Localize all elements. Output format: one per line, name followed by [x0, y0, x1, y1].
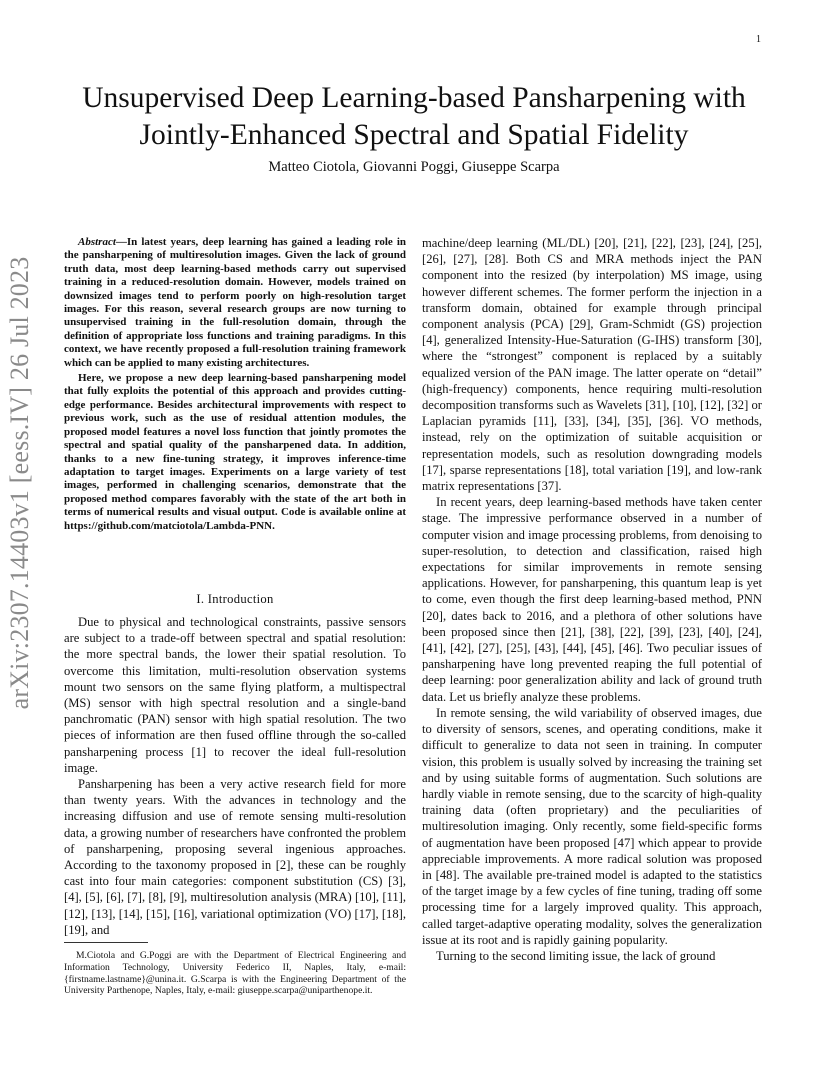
author-list: Matteo Ciotola, Giovanni Poggi, Giuseppe Scarpa [268, 159, 560, 175]
intro-paragraph: Pansharpening has been a very active research field for more than twenty years. With the advances in technology and the increasing diffusion and use of remote sensing multi-resolution data, a growing number of researchers have confronted the problem of pansharpening, proposing several ingenious approaches. According to the taxonomy proposed in [2], these can be roughly cast into four main categories: component substitution (CS) [3], [4], [5], [6], [7], [8], [9], multiresolution analysis (MRA) [10], [11], [12], [13], [14], [15], [16], variational optimization (VO) [17], [18], [19], and [64, 777, 406, 937]
intro-paragraph: Turning to the second limiting issue, the lack of ground [436, 948, 716, 963]
abstract-paragraph-2: Here, we propose a new deep learning-based pansharpening model that fully exploits the potential of this approach and provides cutting-edge performance. Besides architectural improvements with respect to previous work, such as the use of residual attention modules, the proposed model features a novel loss function that jointly promotes the spectral and spatial quality of the pansharpened data. In addition, thanks to a new fine-tuning strategy, it improves inference-time adaptation to target images. Experiments on a large variety of test images, performed in challenging scenarios, demonstrate that the proposed method compares favorably with the state of the art both in terms of numerical results and visual output. Code is available online at https://github.com/matciotola/Lambda-PNN. [64, 372, 406, 532]
intro-right-column [422, 235, 762, 964]
intro-paragraph: Due to physical and technological constraints, passive sensors are subject to a trade-off between spectral and spatial resolution: the more spectral bands, the lower their spatial resolution. To overcome this limitation, multi-resolution observation systems mount two sensors on the same flying platform, a multispectral (MS) sensor with high spectral resolution and a single-band panchromatic (PAN) sensor with high spatial resolution. The two pieces of information are then fused offline through the so-called pansharpening process [1] to recover the ideal full-resolution image. [64, 615, 406, 775]
footnote-text: M.Ciotola and G.Poggi are with the Department of Electrical Engineering and Information Technology, University Federico II, Naples, Italy, e-mail: {firstname.lastname}@unina.it. G.Scarpa is with the Engineering Department of the University Parthenope, Naples, Italy, e-mail: giuseppe.scarpa@uniparthenope.it. [64, 950, 406, 997]
intro-paragraph: machine/deep learning (ML/DL) [20], [21], [22], [23], [24], [25], [26], [27], [28]. Both CS and MRA methods inject the PAN component into the resized (by interpolation) MS image, using however different schemes. The former perform the injection in a transform domain, obtained for example through principal component analysis (PCA) [29], Gram-Schmidt (GS) projection [4], generalized Intensity-Hue-Saturation (G-IHS) transform [30], where the “strongest” component is replaced by a suitably equalized version of the PAN image. The latter operate on “detail” (high-frequency) components, hence requiring multi-resolution decomposition transforms such as Wavelets [31], [10], [12], [32] or Laplacian pyramids [11], [33], [34], [35], [36]. VO methods, instead, rely on the optimization of suitable acquisition or representation models, such as resolution downgrading models [17], sparse representations [18], total variation [19], and low-rank matrix representations [37]. [422, 236, 762, 494]
intro-left-column [64, 614, 406, 938]
abstract-text-1: —In latest years, deep learning has gained a leading role in the pansharpening of multiresolution images. Given the lack of ground truth data, most deep learning-based methods carry out supervised training in a reduced-resolution domain. However, models trained on downsized images tend to perform poorly on high-resolution target images. For this reason, several research groups are now turning to unsupervised training in the full-resolution domain, through the definition of appropriate loss functions and training paradigms. In this context, we have recently proposed a full-resolution training framework which can be applied to many existing architectures. [64, 236, 406, 369]
paper-title: Unsupervised Deep Learning-based Pansharpening with Jointly-Enhanced Spectral and Spatial Fidelity [82, 82, 746, 151]
abstract [64, 236, 406, 533]
page-number: 1 [756, 34, 761, 45]
author-footnote [64, 950, 406, 997]
section-heading-introduction: I. Introduction [196, 592, 274, 606]
arxiv-stamp-text: arXiv:2307.14403v1 [eess.IV] 26 Jul 2023 [5, 256, 34, 710]
arxiv-stamp [2, 256, 38, 710]
abstract-paragraph-1 [64, 236, 406, 370]
intro-paragraph: In remote sensing, the wild variability of observed images, due to diversity of sensors, scenes, and operating conditions, make it difficult to generalize to data not seen in training. In computer vision, this problem is usually solved by increasing the training set and by using suitable forms of augmentation. Such solutions are hardly viable in remote sensing, due to the scarcity of high-quality training data (often proprietary) and the peculiarities of multiresolution imaging. Only recently, some field-specific forms of augmentation have been proposed [47] which appear to provide appreciable improvements. A more radical solution was proposed in [48]. The available pre-trained model is adapted to the statistics of the target image by a few cycles of fine tuning, trading off some processing time for a largely improved quality. This approach, called target-adaptive operating modality, solves the generalization issue at its root and is rapidly gaining popularity. [422, 705, 762, 947]
abstract-label: Abstract [78, 236, 116, 248]
footnote-rule [64, 942, 148, 943]
intro-paragraph: In recent years, deep learning-based methods have taken center stage. The impressive performance observed in a number of computer vision and image processing problems, from denoising to super-resolution, to detection and classification, raised high expectations for similar improvements in remote sensing applications. However, for pansharpening, this quantum leap is yet to come, even though the first deep learning-based method, PNN [20], dates back to 2016, and a plethora of other solutions have been proposed since then [21], [38], [22], [39], [23], [40], [24], [41], [42], [27], [25], [43], [44], [45], [46]. Two peculiar issues of pansharpening have long prevented reaping the full potential of deep learning: poor generalization ability and lack of ground truth data. Let us briefly analyze these problems. [422, 495, 762, 704]
